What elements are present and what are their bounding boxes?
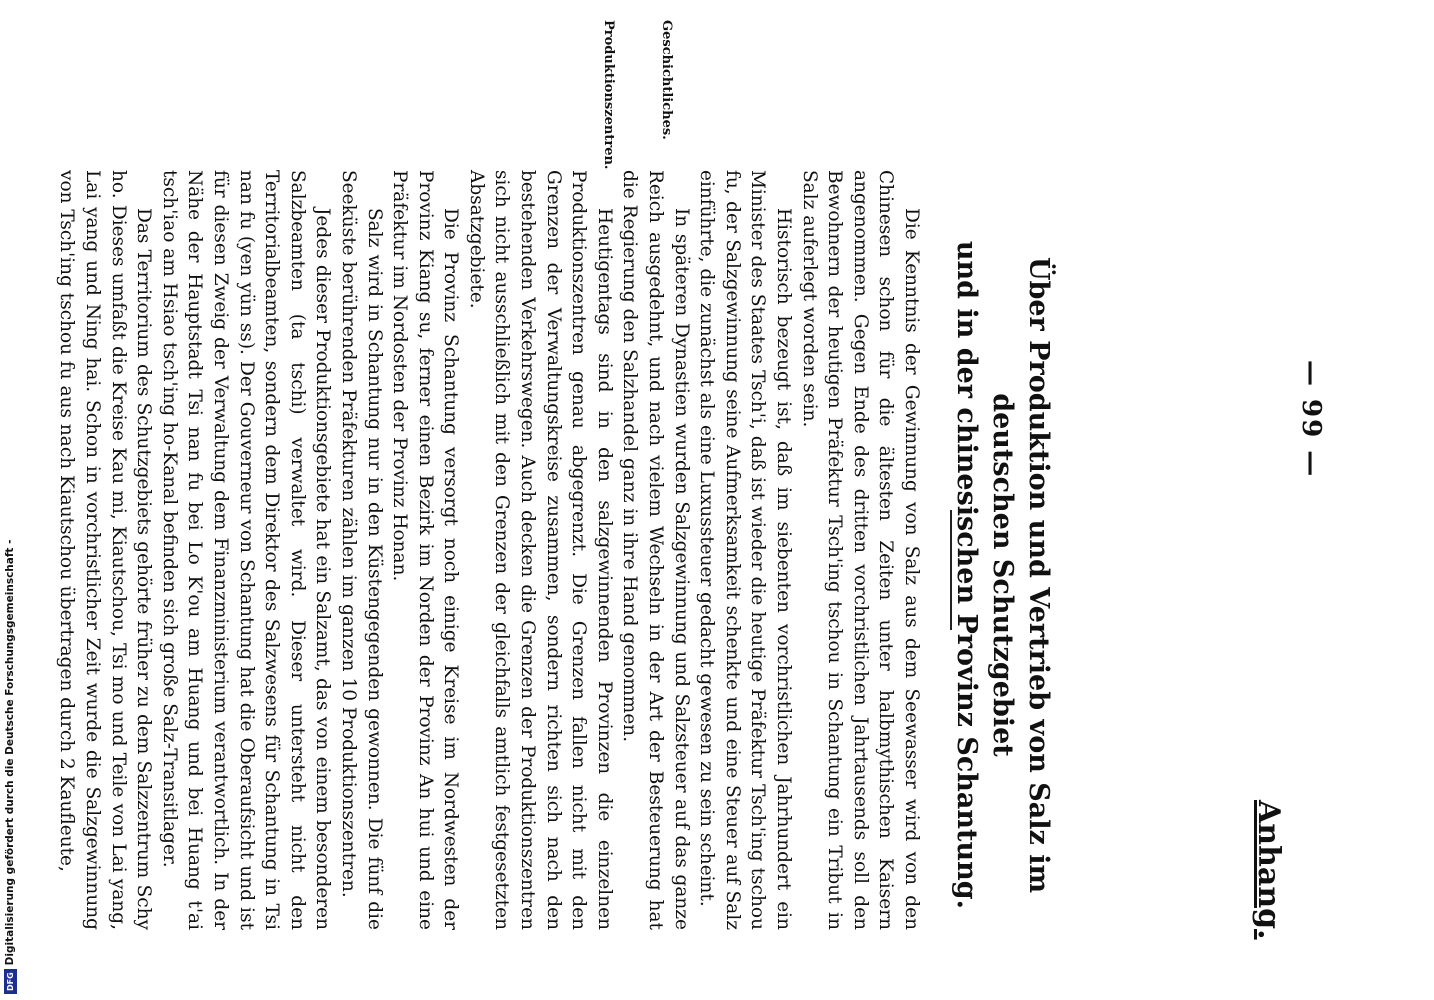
paragraph: In späteren Dynastien wurden Salzgewinnung und Salzsteuer auf das ganze Reich ausgedehnt, und nach vielem Wechseln in der Art der Besteuerung hat die Regierung den Salzhandel ganz in ihre Hand genommen. [619,170,692,930]
paragraph: Historisch bezeugt ist, daß im siebenten vorchristlichen Jahrhundert ein Minister des Staates Tsch'i, daß ist wieder die heutige Präfektur Tsch'ing tschou fu, der Salzgewinnung seine Aufmerksamkeit schenkte und eine Steuer auf Salz einführte, die zunächst als eine Luxussteuer gedacht gewesen zu sein scheint. [696,170,795,930]
document-title [948,230,1056,920]
paragraph: Die Kenntnis der Gewinnung von Salz aus dem Seewasser wird von den Chinesen schon für die ältesten Zeiten unter halbmythischen Kaisern angenommen. Gegen Ende des dritten vorchristlichen Jahrtausends soll den Bewohnern der heutigen Präfektur Tsch'ing tschou in Schantung ein Tribut in Salz auferlegt worden sein. [798,170,922,930]
paragraph: Salz wird in Schantung nur in den Küstengegenden gewonnen. Die fünf die Seeküste berührenden Präfekturen zählen im ganzen 10 Produktionszentren. [337,170,385,930]
paragraph: Heutigentags sind in den salzgewinnenden Provinzen die einzelnen Produktionszentren genau abgegrenzt. Die Grenzen fallen nicht mit den Grenzen der Verwaltungskreise zusammen, sondern richten sich nach den bestehenden Verkehrswegen. Auch decken die Grenzen der Produktionszentren sich nicht ausschließlich mit den Grenzen der gleichfalls amtlich festgesetzten Absatzgebiete. [465,170,615,930]
footer-rotated [0,0,20,1000]
body-text [54,170,924,930]
paragraph: Die Provinz Schantung versorgt noch einige Kreise im Nordwesten der Provinz Kiang su, ferner einen Bezirk im Norden der Provinz An hui und eine Präfektur im Nordosten der Provinz Honan. [389,170,462,930]
paragraph: Jedes dieser Produktionsgebiete hat ein Salzamt, das von einem besonderen Salzbeamten (ta tschi) verwaltet wird. Dieser untersteht nicht den Territorialbeamten, sondern dem Direktor des Salzwesens für Schantung in Tsi nan fu (yen yün ss). Der Gouverneur von Schantung hat die Oberaufsicht und ist für diesen Zweig der Verwaltung dem Finanzministerium verantwortlich. In der Nähe der Hauptstadt Tsi nan fu bei Lo K'ou am Huang und bei Huang t'ai tsch'iao am Hsiao tsch'ing ho-Kanal befinden sich große Salz-Transitlager. [158,170,334,930]
title-line-1: Über Produktion und Vertrieb von Salz im deutschen Schutzgebiet [987,256,1054,894]
paragraph: Das Territorium des Schutzgebiets gehörte früher zu dem Salzzentrum Schy ho. Dieses umfaßt die Kreise Kau mi, Kiautschou, Tsi mo und Teile von Lai yang, Lai yang und Ning hai. Schon in vorchristlicher Zeit wurde die Salzgewinnung von Tsch'ing tschou fu aus nach Kiautschou übertragen durch 2 Kaufleute, [56,170,155,930]
margin-note-production-centers: Produktionszentren. [601,20,616,170]
appendix-heading: Anhang. [1251,800,1286,940]
title-divider [950,510,952,630]
digitization-credit: Digitalisierung gefördert durch die Deutsche Forschungsgemeinschaft - [4,539,16,966]
margin-note-history: Geschichtliches. [659,20,674,140]
dfg-logo: DFG [4,969,17,994]
title-line-2: und in der chinesischen Provinz Schantung. [951,240,982,910]
page-number: — 99 — [1296,360,1326,479]
